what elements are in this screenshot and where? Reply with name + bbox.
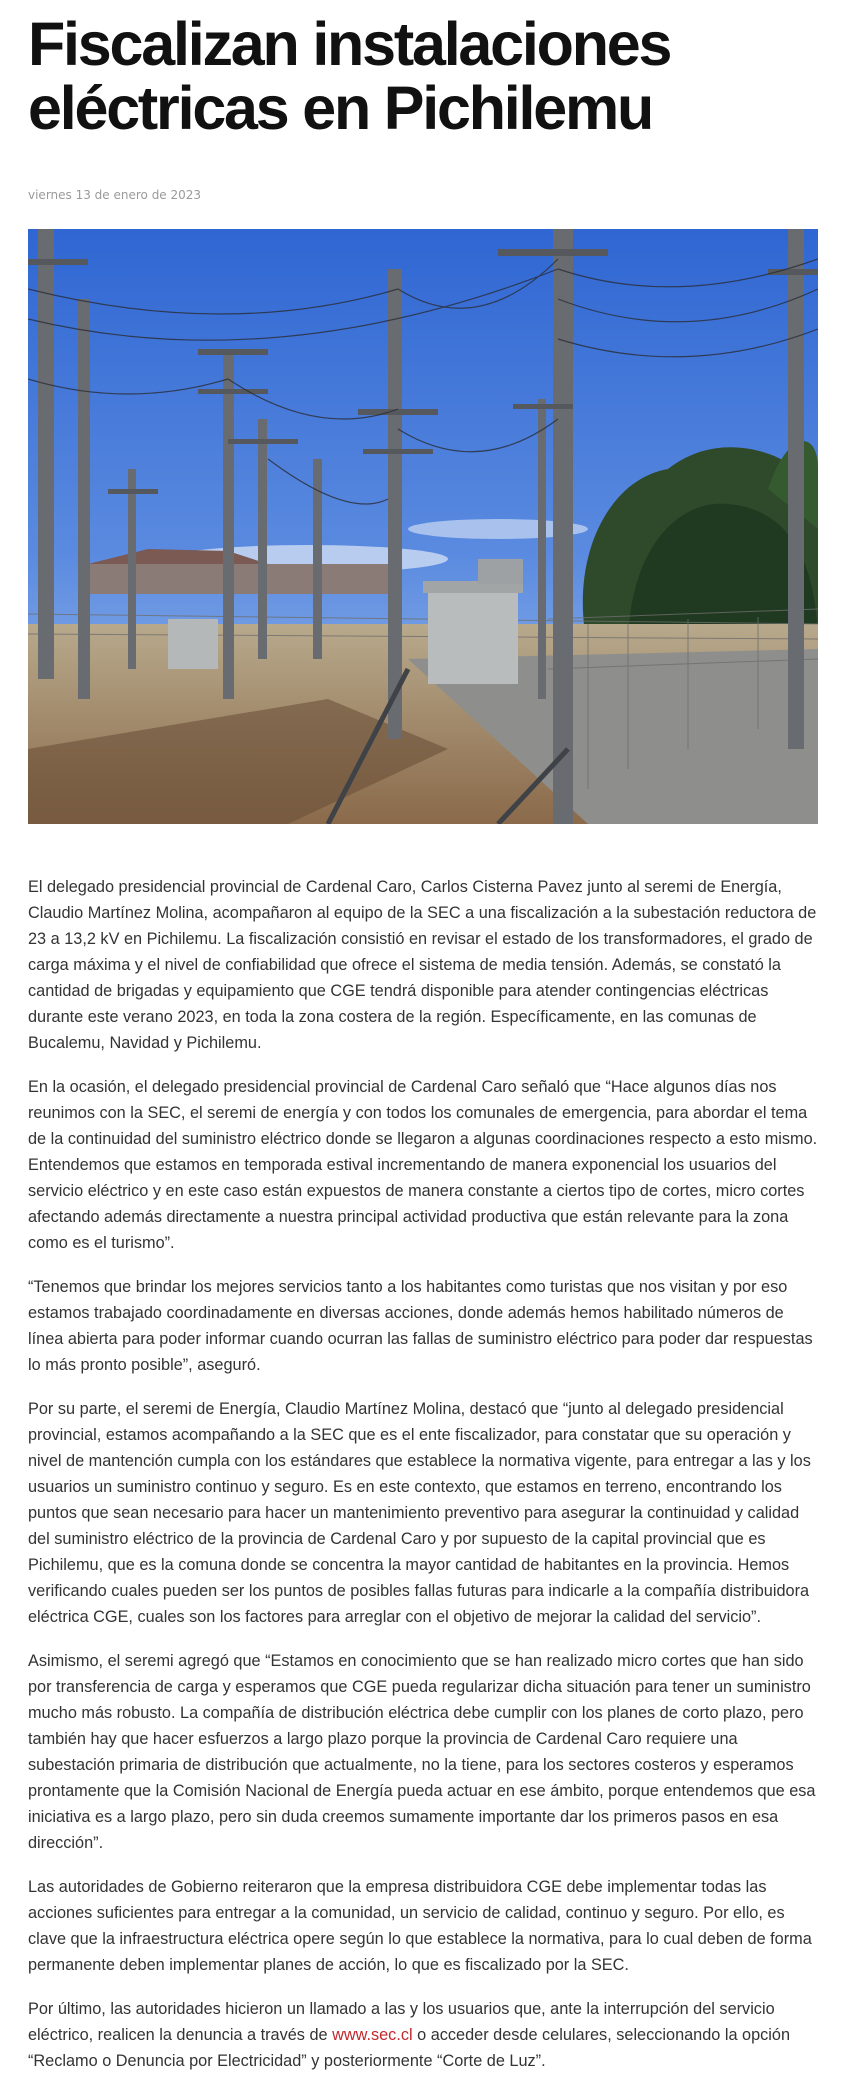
publish-date: viernes 13 de enero de 2023: [28, 188, 202, 202]
article-body: [28, 874, 818, 2074]
sec-website-link[interactable]: www.sec.cl: [332, 2026, 413, 2044]
article: [28, 0, 818, 2092]
article-title: Fiscalizan instalaciones eléctricas en Pichilemu: [28, 10, 671, 142]
paragraph-text-before-link: Por último, las autoridades hicieron un llamado a las y los usuarios que, ante la interrupción del servicio eléctrico, realicen la denuncia a través de: [28, 2000, 775, 2044]
paragraph: El delegado presidencial provincial de Cardenal Caro, Carlos Cisterna Pavez junto al seremi de Energía, Claudio Martínez Molina, acompañaron al equipo de la SEC a una fiscalización a la subestación reductora de 23 a 13,2 kV en Pichilemu. La fiscalización consistió en revisar el estado de los transformadores, el grado de carga máxima y el nivel de confiabilidad que ofrece el sistema de media tensión. Además, se constató la cantidad de brigadas y equipamiento que CGE tendrá disponible para atender contingencias eléctricas durante este verano 2023, en toda la zona costera de la región. Específicamente, en las comunas de Bucalemu, Navidad y Pichilemu.: [28, 878, 817, 1052]
article-photo: [28, 229, 818, 824]
paragraph: Por su parte, el seremi de Energía, Claudio Martínez Molina, destacó que “junto al delegado presidencial provincial, estamos acompañando a la SEC que es el ente fiscalizador, para constatar que su operación y nivel de mantención cumpla con los estándares que establece la normativa vigente, para entregar a las y los usuarios un suministro continuo y seguro. Es en este contexto, que estamos en terreno, encontrando los puntos que sean necesario para hacer un mantenimiento preventivo para asegurar la continuidad y calidad del suministro eléctrico de la provincia de Cardenal Caro y por supuesto de la capital provincial que es Pichilemu, que es la comuna donde se concentra la mayor cantidad de habitantes en la provincia. Hemos verificando cuales pueden ser los puntos de posibles fallas futuras para indicarle a la compañía distribuidora eléctrica CGE, cuales son los factores para arreglar con el objetivo de mejorar la calidad del servicio”.: [28, 1400, 811, 1626]
paragraph: Las autoridades de Gobierno reiteraron que la empresa distribuidora CGE debe implementar todas las acciones suficientes para entregar a la comunidad, un servicio de calidad, continuo y seguro. Por ello, es clave que la infraestructura eléctrica opere según lo que establece la normativa, para lo cual deben de forma permanente deben implementar planes de acción, lo que es fiscalizado por la SEC.: [28, 1878, 812, 1974]
paragraph: “Tenemos que brindar los mejores servicios tanto a los habitantes como turistas que nos visitan y por eso estamos trabajado coordinadamente en diversas acciones, donde además hemos habilitado números de línea abierta para poder informar cuando ocurran las fallas de suministro eléctrico para poder dar respuestas lo más pronto posible”, aseguró.: [28, 1278, 813, 1374]
paragraph: Asimismo, el seremi agregó que “Estamos en conocimiento que se han realizado micro cortes que han sido por transferencia de carga y esperamos que CGE pueda regularizar dicha situación para tener un suministro mucho más robusto. La compañía de distribución eléctrica debe cumplir con los planes de corto plazo, pero también hay que hacer esfuerzos a largo plazo porque la provincia de Cardenal Caro requiere una subestación primaria de distribución que actualmente, no la tiene, para los sectores costeros y esperamos prontamente que la Comisión Nacional de Energía pueda actuar en ese ámbito, porque entendemos que esa iniciativa es a largo plazo, pero sin duda creemos sumamente importante dar los primeros pasos en esa dirección”.: [28, 1652, 816, 1852]
paragraph-text-after-link: o acceder desde celulares, seleccionando la opción “Reclamo o Denuncia por Electricidad” y posteriormente “Corte de Luz”.: [28, 2026, 791, 2070]
paragraph: En la ocasión, el delegado presidencial provincial de Cardenal Caro señaló que “Hace algunos días nos reunimos con la SEC, el seremi de energía y con todos los comunales de emergencia, para abordar el tema de la continuidad del suministro eléctrico donde se llegaron a algunas coordinaciones respecto a esto mismo. Entendemos que estamos en temporada estival incrementando de manera exponencial los usuarios del servicio eléctrico y en este caso están expuestos de manera constante a ciertos tipo de cortes, micro cortes afectando además directamente a nuestra principal actividad productiva que están relevante para la zona como es el turismo”.: [28, 1078, 818, 1252]
paragraph-last: [28, 1996, 818, 2074]
